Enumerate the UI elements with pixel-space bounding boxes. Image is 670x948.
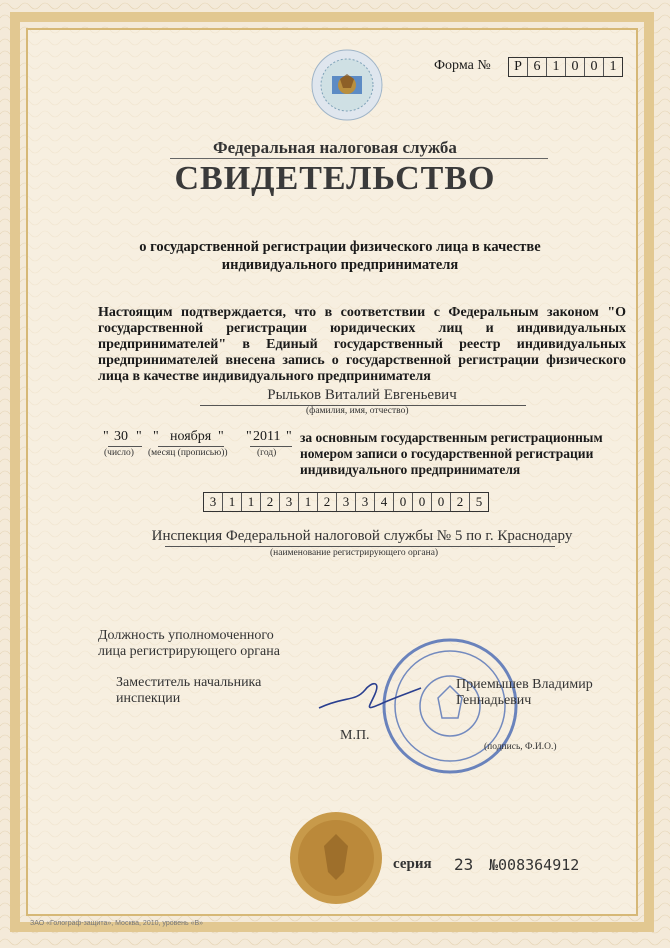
- form-code-char: Р: [514, 59, 522, 74]
- form-code-char: 6: [527, 58, 546, 76]
- registration-text: за основным государственным регистрационным номером записи о государственной регистрации индивидуального предпринимателя: [300, 430, 603, 477]
- form-label: Форма №: [434, 58, 491, 73]
- seal-place-label: М.П.: [340, 728, 370, 743]
- printer-footer: ЗАО «Голограф-защита», Москва, 2010, уровень «В»: [30, 920, 204, 927]
- reg-number-char: 2: [317, 493, 336, 511]
- signer-name: [456, 677, 593, 709]
- reg-number-char: 3: [355, 493, 374, 511]
- official-role: [116, 675, 261, 707]
- form-code-char: 0: [565, 58, 584, 76]
- position-line: Должность уполномоченного: [98, 628, 274, 643]
- quote-mark: ": [286, 429, 292, 444]
- divider: [170, 158, 548, 159]
- reg-number-char: 3: [209, 494, 217, 509]
- inspection-underline: [165, 546, 555, 547]
- reg-number-char: 2: [450, 493, 469, 511]
- reg-number-char: 0: [431, 493, 450, 511]
- quote-mark: ": [136, 429, 142, 444]
- date-month: ноября: [170, 429, 212, 444]
- reg-number-char: 2: [260, 493, 279, 511]
- date-day-caption: (число): [104, 448, 134, 458]
- date-year-caption: (год): [257, 448, 277, 458]
- inspection-name: Инспекция Федеральной налоговой службы № 5 по г. Краснодару: [151, 528, 573, 544]
- date-day-underline: [108, 446, 142, 447]
- reg-number-char: 1: [222, 493, 241, 511]
- series-label: серия: [393, 856, 432, 872]
- form-code-boxes: [508, 57, 623, 77]
- form-code-char: 1: [546, 58, 565, 76]
- date-month-underline: [158, 446, 224, 447]
- quote-mark: ": [246, 429, 252, 444]
- hologram-seal-icon: [288, 810, 384, 906]
- signer-line: Приемышев Владимир: [456, 677, 593, 692]
- date-year-underline: [250, 446, 292, 447]
- signer-line: Геннадьевич: [456, 693, 532, 708]
- person-name-caption: (фамилия, имя, отчество): [306, 406, 409, 416]
- form-code-char: 1: [603, 58, 622, 76]
- reg-number-char: 1: [298, 493, 317, 511]
- role-line: инспекции: [116, 691, 181, 706]
- subtitle-line: индивидуального предпринимателя: [221, 257, 459, 273]
- quote-mark: ": [153, 429, 159, 444]
- role-line: Заместитель начальника: [116, 675, 262, 690]
- subtitle-line: о государственной регистрации физического лица в качестве: [139, 239, 541, 255]
- reg-number-char: 3: [336, 493, 355, 511]
- handwritten-signature-icon: [315, 672, 425, 722]
- reg-number-char: 1: [241, 493, 260, 511]
- confirmation-text: Настоящим подтверждается, что в соответствии с Федеральным законом "О государственной регистрации юридических лиц и индивидуальных предпринимателей" в Единый государственный реестр индивидуальных предпринимателей внесена запись о государственной регистрации физического лица в качестве индивидуального предпринимателя: [98, 305, 626, 384]
- document-title: СВИДЕТЕЛЬСТВО: [174, 160, 496, 197]
- form-code-char: 0: [584, 58, 603, 76]
- series-value: 23: [454, 855, 474, 874]
- reg-number-char: 5: [469, 493, 488, 511]
- serial-number: №008364912: [489, 856, 580, 874]
- reg-number-char: 3: [279, 493, 298, 511]
- inspection-caption: (наименование регистрирующего органа): [270, 548, 439, 558]
- reg-number-char: 4: [374, 493, 393, 511]
- registration-number-boxes: [203, 492, 489, 512]
- official-position: [98, 628, 280, 660]
- date-month-caption: (месяц (прописью)): [148, 448, 228, 458]
- quote-mark: ": [103, 429, 109, 444]
- position-line: лица регистрирующего органа: [98, 644, 280, 659]
- date-year: 2011: [253, 429, 281, 444]
- reg-number-char: 0: [393, 493, 412, 511]
- document-subtitle: [90, 238, 590, 274]
- date-day: 30: [114, 429, 128, 444]
- hologram-emblem-icon: [310, 48, 384, 122]
- agency-name: Федеральная налоговая служба: [213, 138, 457, 157]
- signature-caption: (подпись, Ф.И.О.): [484, 742, 557, 752]
- reg-number-char: 0: [412, 493, 431, 511]
- quote-mark: ": [218, 429, 224, 444]
- person-name: Рыльков Виталий Евгеньевич: [267, 387, 457, 403]
